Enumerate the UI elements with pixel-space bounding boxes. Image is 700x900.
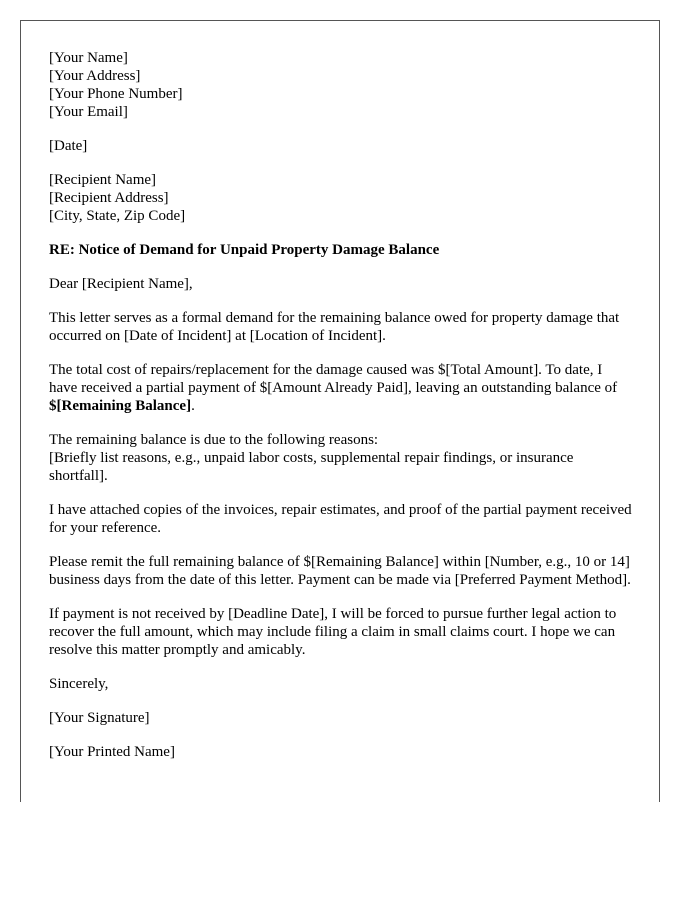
letter-body xyxy=(49,49,634,777)
recipient-city-state-zip: [City, State, Zip Code] xyxy=(49,208,186,224)
sender-name: [Your Name] xyxy=(49,50,128,66)
reasons-list: [Briefly list reasons, e.g., unpaid labor costs, supplemental repair findings, or insurance shortfall]. xyxy=(49,450,574,484)
remit-paragraph: Please remit the full remaining balance of $[Remaining Balance] within [Number, e.g., 10 or 14] business days from the date of this letter. Payment can be made via [Preferred Payment Method]. xyxy=(49,554,631,588)
salutation: Dear [Recipient Name], xyxy=(49,276,193,292)
reasons-paragraph xyxy=(49,431,634,485)
printed-name: [Your Printed Name] xyxy=(49,744,175,760)
intro-paragraph: This letter serves as a formal demand for the remaining balance owed for property damage that occurred on [Date of Incident] at [Location of Incident]. xyxy=(49,310,620,344)
recipient-block xyxy=(49,171,634,225)
cost-period: . xyxy=(191,398,195,414)
attachments-paragraph: I have attached copies of the invoices, repair estimates, and proof of the partial payment received for your reference. xyxy=(49,502,632,536)
reasons-heading: The remaining balance is due to the following reasons: xyxy=(49,432,379,448)
subject-line: RE: Notice of Demand for Unpaid Property Damage Balance xyxy=(49,242,440,258)
sender-phone: [Your Phone Number] xyxy=(49,86,183,102)
date-block xyxy=(49,137,634,155)
sender-email: [Your Email] xyxy=(49,104,128,120)
recipient-address: [Recipient Address] xyxy=(49,190,169,206)
letter-page xyxy=(20,20,660,802)
signature-placeholder: [Your Signature] xyxy=(49,710,150,726)
sender-address: [Your Address] xyxy=(49,68,141,84)
consequence-paragraph: If payment is not received by [Deadline Date], I will be forced to pursue further legal action to recover the full amount, which may include filing a claim in small claims court. I hope we can resolve this matter promptly and amicably. xyxy=(49,606,617,658)
cost-text: The total cost of repairs/replacement for the damage caused was $[Total Amount]. To date, I have received a partial payment of $[Amount Already Paid], leaving an outstanding balance of xyxy=(49,362,618,396)
remaining-balance-emphasis: $[Remaining Balance] xyxy=(49,398,192,414)
letter-date: [Date] xyxy=(49,138,88,154)
sender-block xyxy=(49,49,634,121)
cost-paragraph xyxy=(49,361,634,415)
recipient-name: [Recipient Name] xyxy=(49,172,157,188)
closing: Sincerely, xyxy=(49,676,109,692)
